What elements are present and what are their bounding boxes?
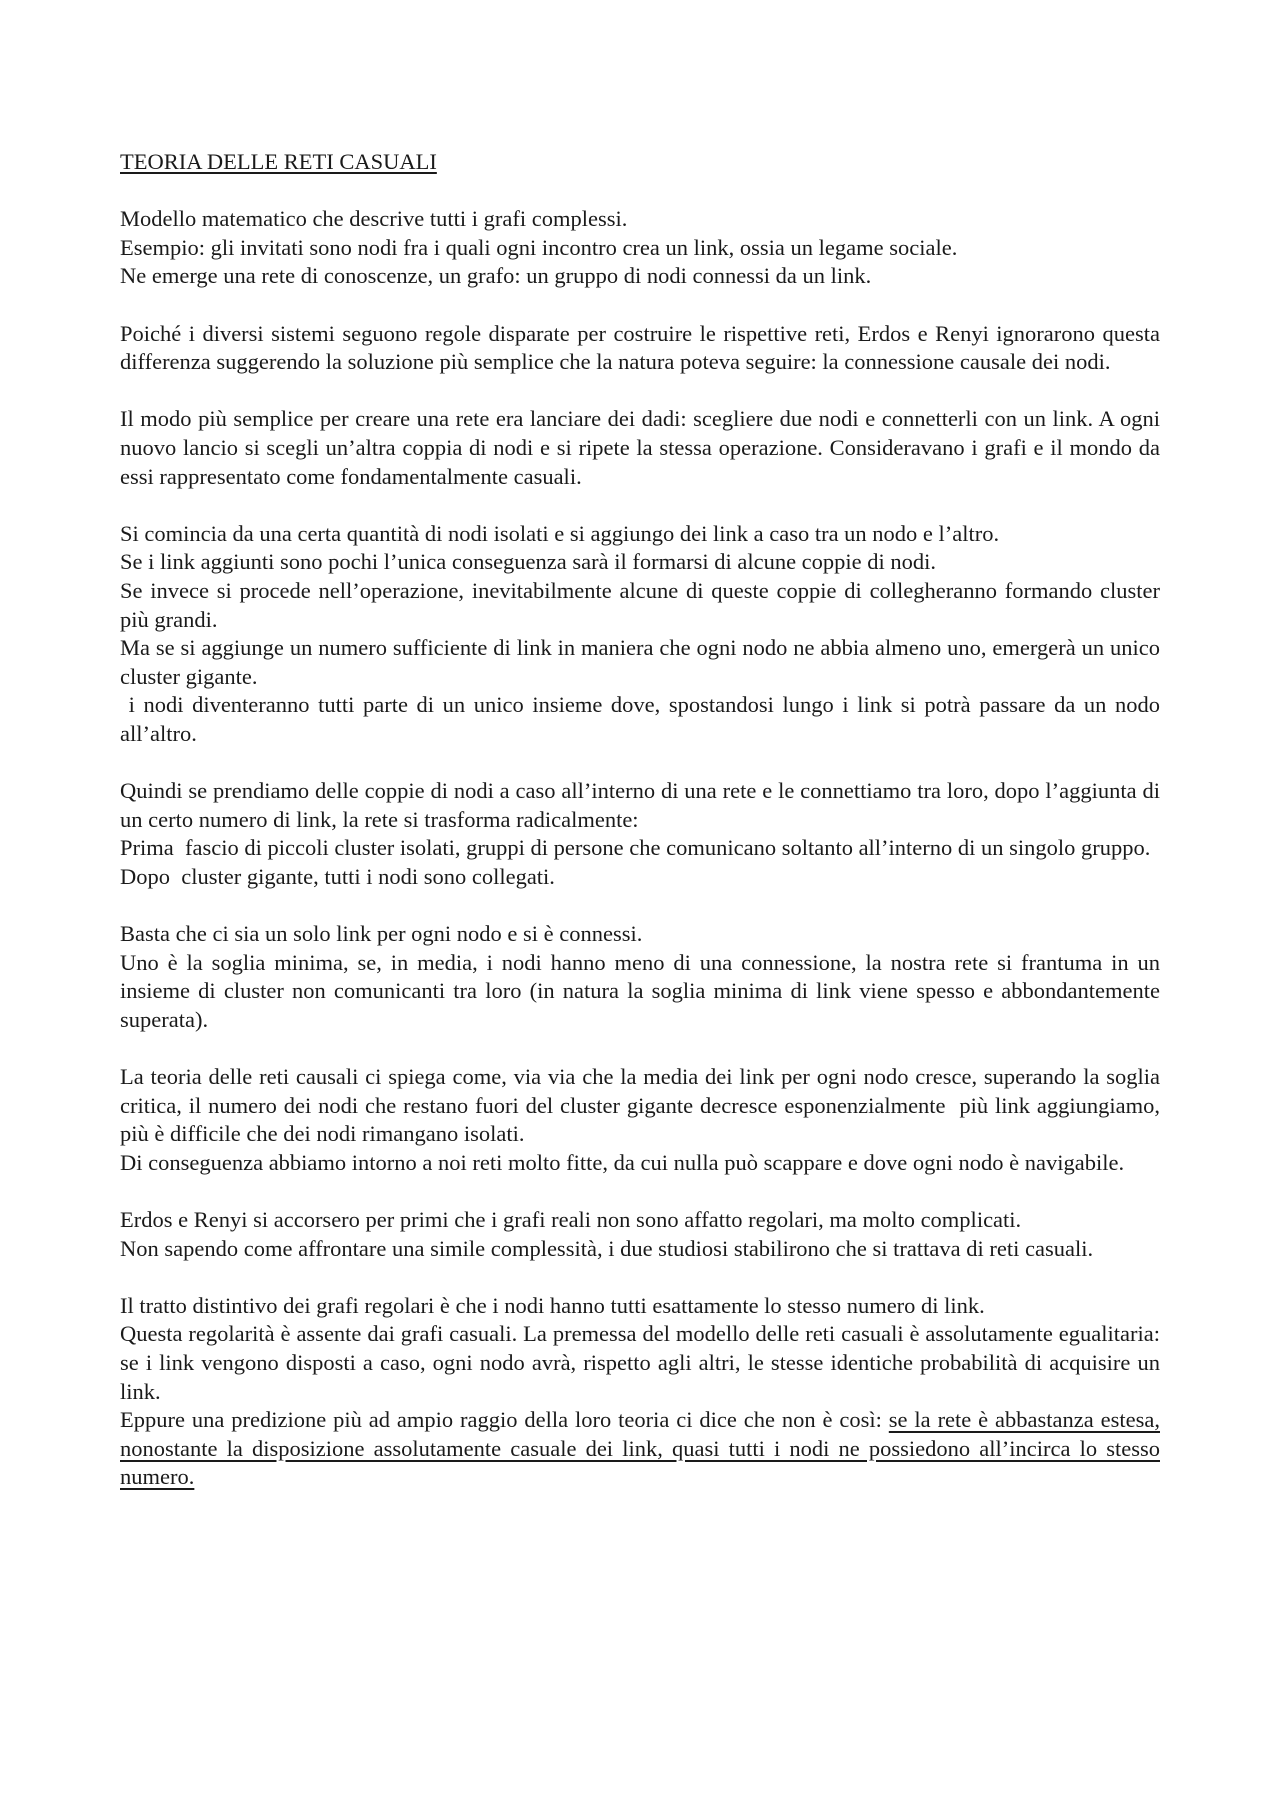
text-line: La teoria delle reti causali ci spiega come, via via che la media dei link per ogni nodo cresce, superando la soglia critica, il numero dei nodi che restano fuori del cluster gigante decresce esponenzialmente più link aggiungiamo, più è difficile che dei nodi rimangano isolati. [120,1064,1166,1147]
text-line: Ne emerge una rete di conoscenze, un grafo: un gruppo di nodi connessi da un link. [120,263,872,289]
text-line: Prima fascio di piccoli cluster isolati, gruppi di persone che comunicano soltanto all’interno di un singolo gruppo. [120,835,1151,861]
text-line: Uno è la soglia minima, se, in media, i nodi hanno meno di una connessione, la nostra rete si frantuma in un insieme di cluster non comunicanti tra loro (in natura la soglia minima di link viene spesso e abbondantemente superata). [120,949,1160,1032]
paragraph-7 [120,1063,1166,1177]
text-line: Erdos e Renyi si accorsero per primi che i grafi reali non sono affatto regolari, ma molto complicati. [120,1206,1022,1232]
text-line: Modello matematico che descrive tutti i grafi complessi. [120,206,628,232]
paragraph-2 [120,320,1160,377]
text-line: Ma se si aggiunge un numero sufficiente di link in maniera che ogni nodo ne abbia almeno uno, emergerà un unico cluster gigante. [120,635,1160,689]
text-line: Esempio: gli invitati sono nodi fra i quali ogni incontro crea un link, ossia un legame sociale. [120,234,958,260]
document-title: TEORIA DELLE RETI CASUALI [120,149,437,174]
paragraph-8 [120,1206,1160,1263]
paragraph-3 [120,405,1160,491]
text-line-with-underline [120,1406,1160,1492]
text-line: Questa regolarità è assente dai grafi casuali. La premessa del modello delle reti casuali è assolutamente egualitaria: se i link vengono disposti a caso, ogni nodo avrà, rispetto agli altri, le stesse identiche probabilità di acquisire un link. [120,1321,1160,1404]
text-line: Di conseguenza abbiamo intorno a noi reti molto fitte, da cui nulla può scappare e dove ogni nodo è navigabile. [120,1149,1125,1175]
text-line: Poiché i diversi sistemi seguono regole disparate per costruire le rispettive reti, Erdos e Renyi ignorarono questa differenza suggerendo la soluzione più semplice che la natura poteva seguire: la connessione causale dei nodi. [120,320,1160,375]
text-line: Il modo più semplice per creare una rete era lanciare dei dadi: scegliere due nodi e connetterli con un link. A ogni nuovo lancio si scegli un’altra coppia di nodi e si ripete la stessa operazione. Consideravano i grafi e il mondo da essi rappresentato come fondamentalmente casuali. [120,406,1160,489]
document-body [120,148,1166,1521]
paragraph-6 [120,920,1160,1034]
text-line: Basta che ci sia un solo link per ogni nodo e si è connessi. [120,921,643,947]
underlined-conclusion: se la rete è abbastanza estesa, nonostante la disposizione assolutamente casuale dei link, quasi tutti i nodi ne possiedono all’incirca lo stesso numero. [120,1407,1160,1490]
paragraph-1 [120,205,1160,291]
text-line: Se invece si procede nell’operazione, inevitabilmente alcune di queste coppie di collegheranno formando cluster più grandi. [120,577,1160,632]
paragraph-5 [120,777,1160,891]
text-line: Il tratto distintivo dei grafi regolari è che i nodi hanno tutti esattamente lo stesso numero di link. [120,1292,985,1318]
text-line: Si comincia da una certa quantità di nodi isolati e si aggiungo dei link a caso tra un nodo e l’altro. [120,520,1000,546]
text-line: Se i link aggiunti sono pochi l’unica conseguenza sarà il formarsi di alcune coppie di nodi. [120,549,937,575]
paragraph-4 [120,520,1166,749]
paragraph-9 [120,1292,1160,1492]
text-line-plain: Eppure una predizione più ad ampio raggio della loro teoria ci dice che non è così: [120,1407,889,1433]
text-line: Dopo cluster gigante, tutti i nodi sono collegati. [120,863,555,889]
text-line: Quindi se prendiamo delle coppie di nodi a caso all’interno di una rete e le connettiamo tra loro, dopo l’aggiunta di un certo numero di link, la rete si trasforma radicalmente: [120,778,1160,832]
text-line: Non sapendo come affrontare una simile complessità, i due studiosi stabilirono che si trattava di reti casuali. [120,1235,1094,1261]
text-line: i nodi diventeranno tutti parte di un unico insieme dove, spostandosi lungo i link si potrà passare da un nodo all’altro. [120,692,1166,746]
